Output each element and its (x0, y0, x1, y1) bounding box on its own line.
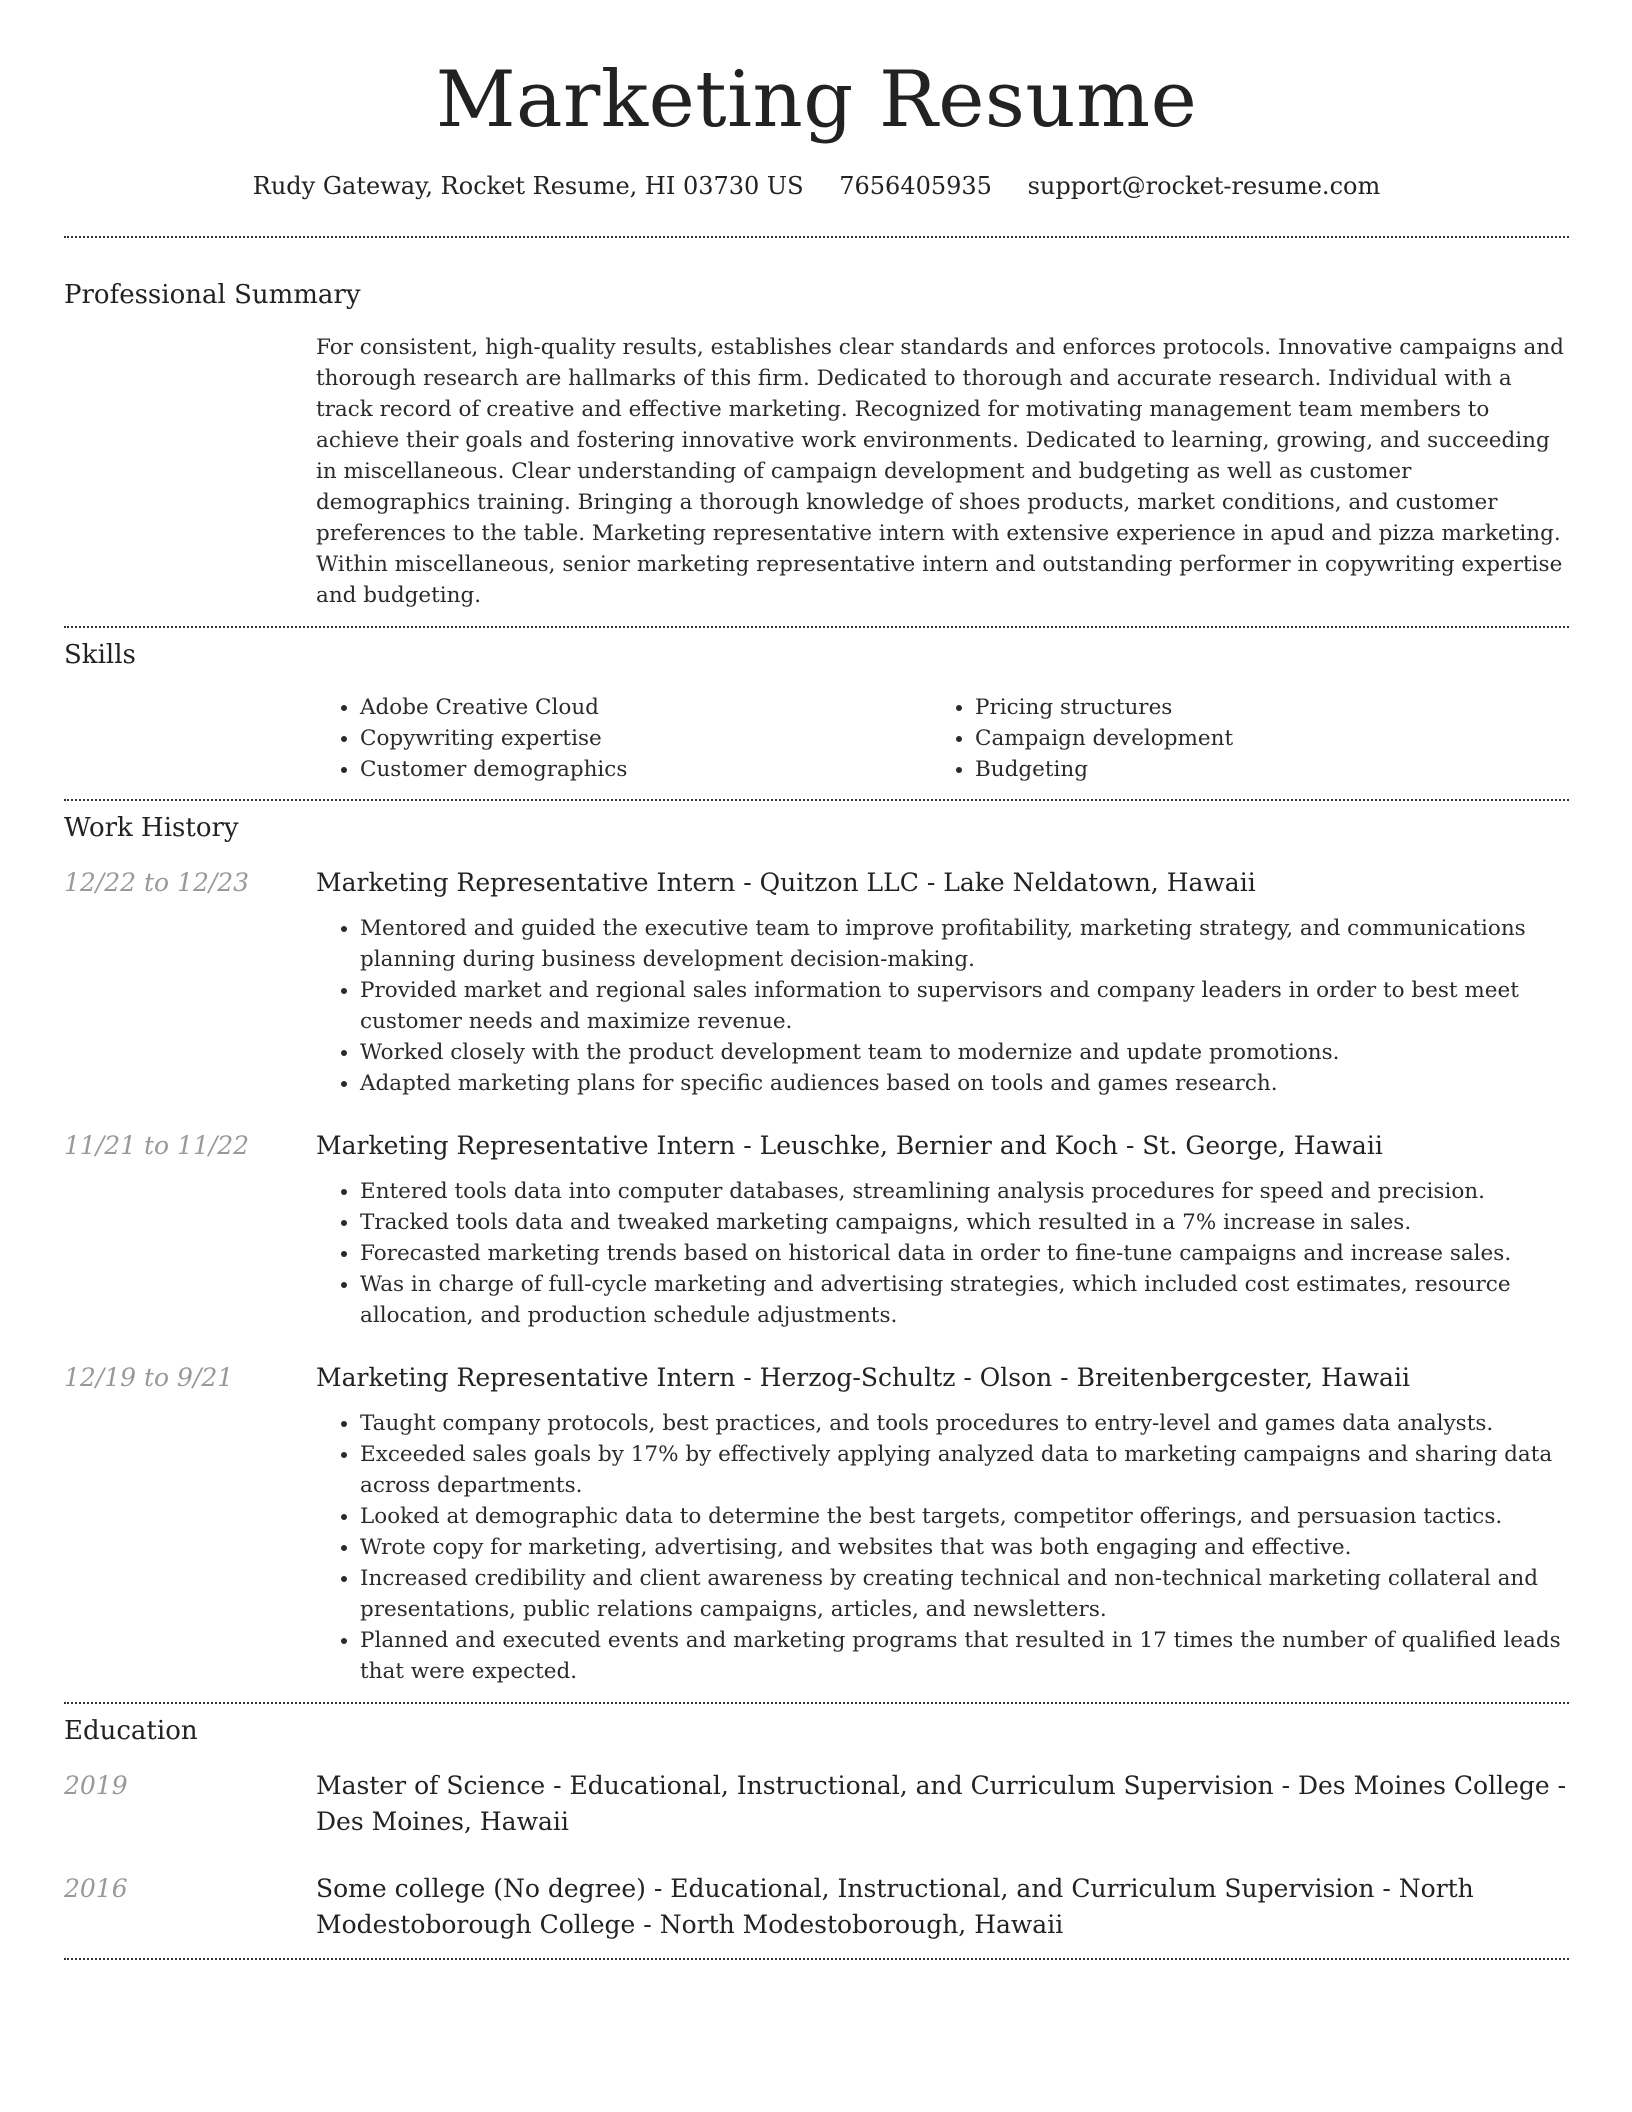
section-divider (64, 799, 1569, 801)
skill-item: • Campaign development (975, 723, 1546, 754)
resume-title: Marketing Resume (435, 55, 1198, 145)
skill-item: • Customer demographics (360, 754, 931, 785)
job-title: Marketing Representative Intern - Herzog-Schultz - Olson - Breitenbergcester, Hawaii (316, 1363, 1410, 1392)
skill-item: • Pricing structures (975, 692, 1546, 723)
job-bullet: • Entered tools data into computer databases, streamlining analysis procedures for speed and precision. (360, 1176, 1569, 1207)
job-bullet: • Provided market and regional sales information to supervisors and company leaders in order to best meet customer needs and maximize revenue. (360, 975, 1569, 1037)
skill-item: • Budgeting (975, 754, 1546, 785)
job-entry (64, 865, 1569, 1099)
summary-text: For consistent, high-quality results, establishes clear standards and enforces protocols. Innovative campaigns and thorough research are hallmarks of this firm. Dedicated to thorough and accurate research. Individual with a track record of creative and effective marketing. Recognized for motivating management team members to achieve their goals and fostering innovative work environments. Dedicated to learning, growing, and succeeding in miscellaneous. Clear understanding of campaign development and budgeting as well as customer demographics training. Bringing a thorough knowledge of shoes products, market conditions, and customer preferences to the table. Marketing representative intern with extensive experience in apud and pizza marketing. Within miscellaneous, senior marketing representative intern and outstanding performer in copywriting expertise and budgeting. (316, 335, 1564, 608)
job-dates: 11/21 to 11/22 (64, 1131, 250, 1160)
job-title: Marketing Representative Intern - Quitzon LLC - Lake Neldatown, Hawaii (316, 868, 1256, 897)
job-bullet: • Adapted marketing plans for specific audiences based on tools and games research. (360, 1068, 1569, 1099)
job-entry (64, 1128, 1569, 1331)
skill-item: • Adobe Creative Cloud (360, 692, 931, 723)
education-year: 2019 (64, 1771, 128, 1800)
resume-page (64, 0, 1569, 1960)
contact-address: Rudy Gateway, Rocket Resume, HI 03730 US (252, 172, 804, 200)
job-bullet: • Wrote copy for marketing, advertising, and websites that was both engaging and effective. (360, 1532, 1569, 1563)
job-bullet: • Was in charge of full-cycle marketing and advertising strategies, which included cost estimates, resource allocation, and production schedule adjustments. (360, 1269, 1569, 1331)
job-bullet: • Exceeded sales goals by 17% by effectively applying analyzed data to marketing campaigns and sharing data across departments. (360, 1439, 1569, 1501)
job-bullet: • Worked closely with the product development team to modernize and update promotions. (360, 1037, 1569, 1068)
job-bullets (316, 913, 1569, 1099)
section-divider (64, 236, 1569, 238)
job-bullet: • Planned and executed events and marketing programs that resulted in 17 times the number of qualified leads that were expected. (360, 1625, 1569, 1687)
skills-column-right (931, 692, 1546, 785)
summary-heading: Professional Summary (64, 280, 361, 310)
job-bullet: • Forecasted marketing trends based on historical data in order to fine-tune campaigns and increase sales. (360, 1238, 1569, 1269)
skills-list (316, 692, 1569, 785)
education-entry (64, 1768, 1569, 1840)
skills-column-left (316, 692, 931, 785)
education-detail: Some college (No degree) - Educational, Instructional, and Curriculum Supervision - North Modestoborough College - North Modestoborough, Hawaii (316, 1874, 1474, 1939)
education-heading: Education (64, 1716, 198, 1746)
skill-item: • Copywriting expertise (360, 723, 931, 754)
job-bullets (316, 1408, 1569, 1687)
job-header (64, 1128, 1569, 1164)
job-header (64, 865, 1569, 901)
contact-email: support@rocket-resume.com (1027, 172, 1381, 200)
education-detail: Master of Science - Educational, Instructional, and Curriculum Supervision - Des Moines College - Des Moines, Hawaii (316, 1771, 1567, 1836)
job-bullet: • Increased credibility and client awareness by creating technical and non-technical marketing collateral and presentations, public relations campaigns, articles, and newsletters. (360, 1563, 1569, 1625)
section-divider (64, 626, 1569, 628)
job-bullet: • Mentored and guided the executive team to improve profitability, marketing strategy, and communications planning during business development decision-making. (360, 913, 1569, 975)
skills-heading: Skills (64, 640, 136, 670)
job-entry (64, 1360, 1569, 1687)
job-dates: 12/22 to 12/23 (64, 868, 250, 897)
job-bullets (316, 1176, 1569, 1331)
work-heading: Work History (64, 813, 239, 843)
job-dates: 12/19 to 9/21 (64, 1363, 234, 1392)
education-entry (64, 1871, 1569, 1943)
job-title: Marketing Representative Intern - Leuschke, Bernier and Koch - St. George, Hawaii (316, 1131, 1383, 1160)
education-year: 2016 (64, 1874, 128, 1903)
section-divider (64, 1958, 1569, 1960)
job-header (64, 1360, 1569, 1396)
job-bullet: • Tracked tools data and tweaked marketing campaigns, which resulted in a 7% increase in sales. (360, 1207, 1569, 1238)
job-bullet: • Taught company protocols, best practices, and tools procedures to entry-level and games data analysts. (360, 1408, 1569, 1439)
contact-line (64, 170, 1569, 202)
section-divider (64, 1702, 1569, 1704)
job-bullet: • Looked at demographic data to determine the best targets, competitor offerings, and persuasion tactics. (360, 1501, 1569, 1532)
contact-phone: 7656405935 (839, 172, 992, 200)
